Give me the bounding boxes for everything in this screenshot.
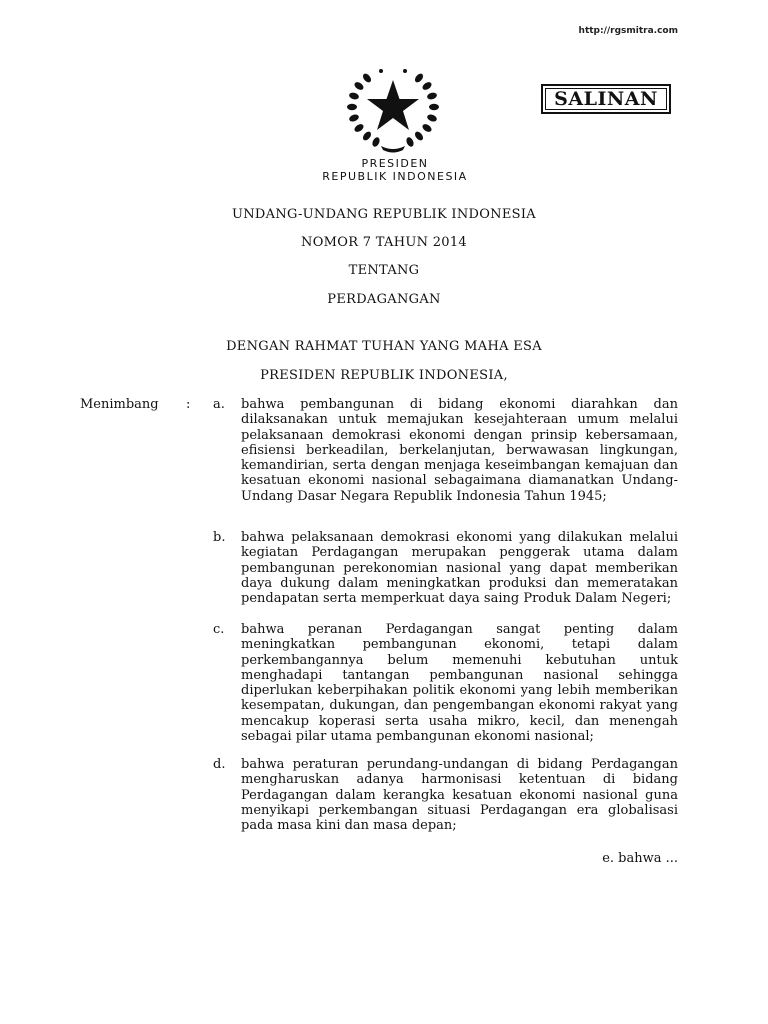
menimbang-label: Menimbang	[80, 397, 159, 412]
item-letter: d.	[213, 757, 226, 772]
law-number: NOMOR 7 TAHUN 2014	[301, 235, 467, 250]
continued-marker: e. bahwa ...	[602, 851, 678, 866]
item-text: bahwa peranan Perdagangan sangat penting dalam meningkatkan pembangunan ekonomi, tetapi dalam perkembangannya belum memenuhi kebutuhan untuk menghadapi tantangan pembangunan nasional sehingga diperlukan keberpihakan politik ekonomi yang lebih memberikan kesempatan, dukungan, dan pengembangan ekonomi rakyat yang mencakup koperasi serta usaha mikro, kecil, dan menengah sebagai pilar utama pembangunan ekonomi nasional;	[241, 622, 678, 745]
preamble-presiden: PRESIDEN REPUBLIK INDONESIA,	[260, 368, 508, 383]
law-subject: PERDAGANGAN	[327, 292, 441, 307]
preamble-rahmat: DENGAN RAHMAT TUHAN YANG MAHA ESA	[226, 339, 542, 354]
caption-presiden: PRESIDEN	[361, 157, 429, 170]
caption-republik: REPUBLIK INDONESIA	[322, 170, 468, 183]
item-letter: a.	[213, 397, 225, 412]
item-letter: c.	[213, 622, 225, 637]
salinan-stamp: SALINAN	[541, 84, 671, 114]
item-text: bahwa pelaksanaan demokrasi ekonomi yang dilakukan melalui kegiatan Perdagangan merupakan penggerak utama dalam pembangunan perekonomian nasional yang dapat memberikan daya dukung dalam meningkatkan produksi dan memeratakan pendapatan serta memperkuat daya saing Produk Dalam Negeri;	[241, 530, 678, 607]
menimbang-item-c	[213, 622, 678, 744]
menimbang-item-b	[213, 530, 678, 606]
source-url[interactable]: http://rgsmitra.com	[578, 26, 678, 36]
law-title: UNDANG-UNDANG REPUBLIK INDONESIA	[232, 207, 536, 222]
menimbang-item-a	[213, 397, 678, 504]
item-text: bahwa pembangunan di bidang ekonomi diarahkan dan dilaksanakan untuk memajukan kesejahteraan umum melalui pelaksanaan demokrasi ekonomi dengan prinsip kebersamaan, efisiensi berkeadilan, berkelanjutan, berwawasan lingkungan, kemandirian, serta dengan menjaga keseimbangan kemajuan dan kesatuan ekonomi nasional sebagaimana diamanatkan Undang-Undang Dasar Negara Republik Indonesia Tahun 1945;	[241, 397, 678, 504]
menimbang-item-d	[213, 757, 678, 833]
garuda-star-emblem-icon	[345, 66, 441, 154]
emblem-caption	[300, 157, 490, 183]
menimbang-colon: :	[186, 397, 191, 412]
law-tentang: TENTANG	[348, 263, 420, 278]
item-text: bahwa peraturan perundang-undangan di bidang Perdagangan mengharuskan adanya harmonisasi ketentuan di bidang Perdagangan dalam kerangka kesatuan ekonomi nasional guna menyikapi perkembangan situasi Perdagangan era globalisasi pada masa kini dan masa depan;	[241, 757, 678, 834]
item-letter: b.	[213, 530, 226, 545]
